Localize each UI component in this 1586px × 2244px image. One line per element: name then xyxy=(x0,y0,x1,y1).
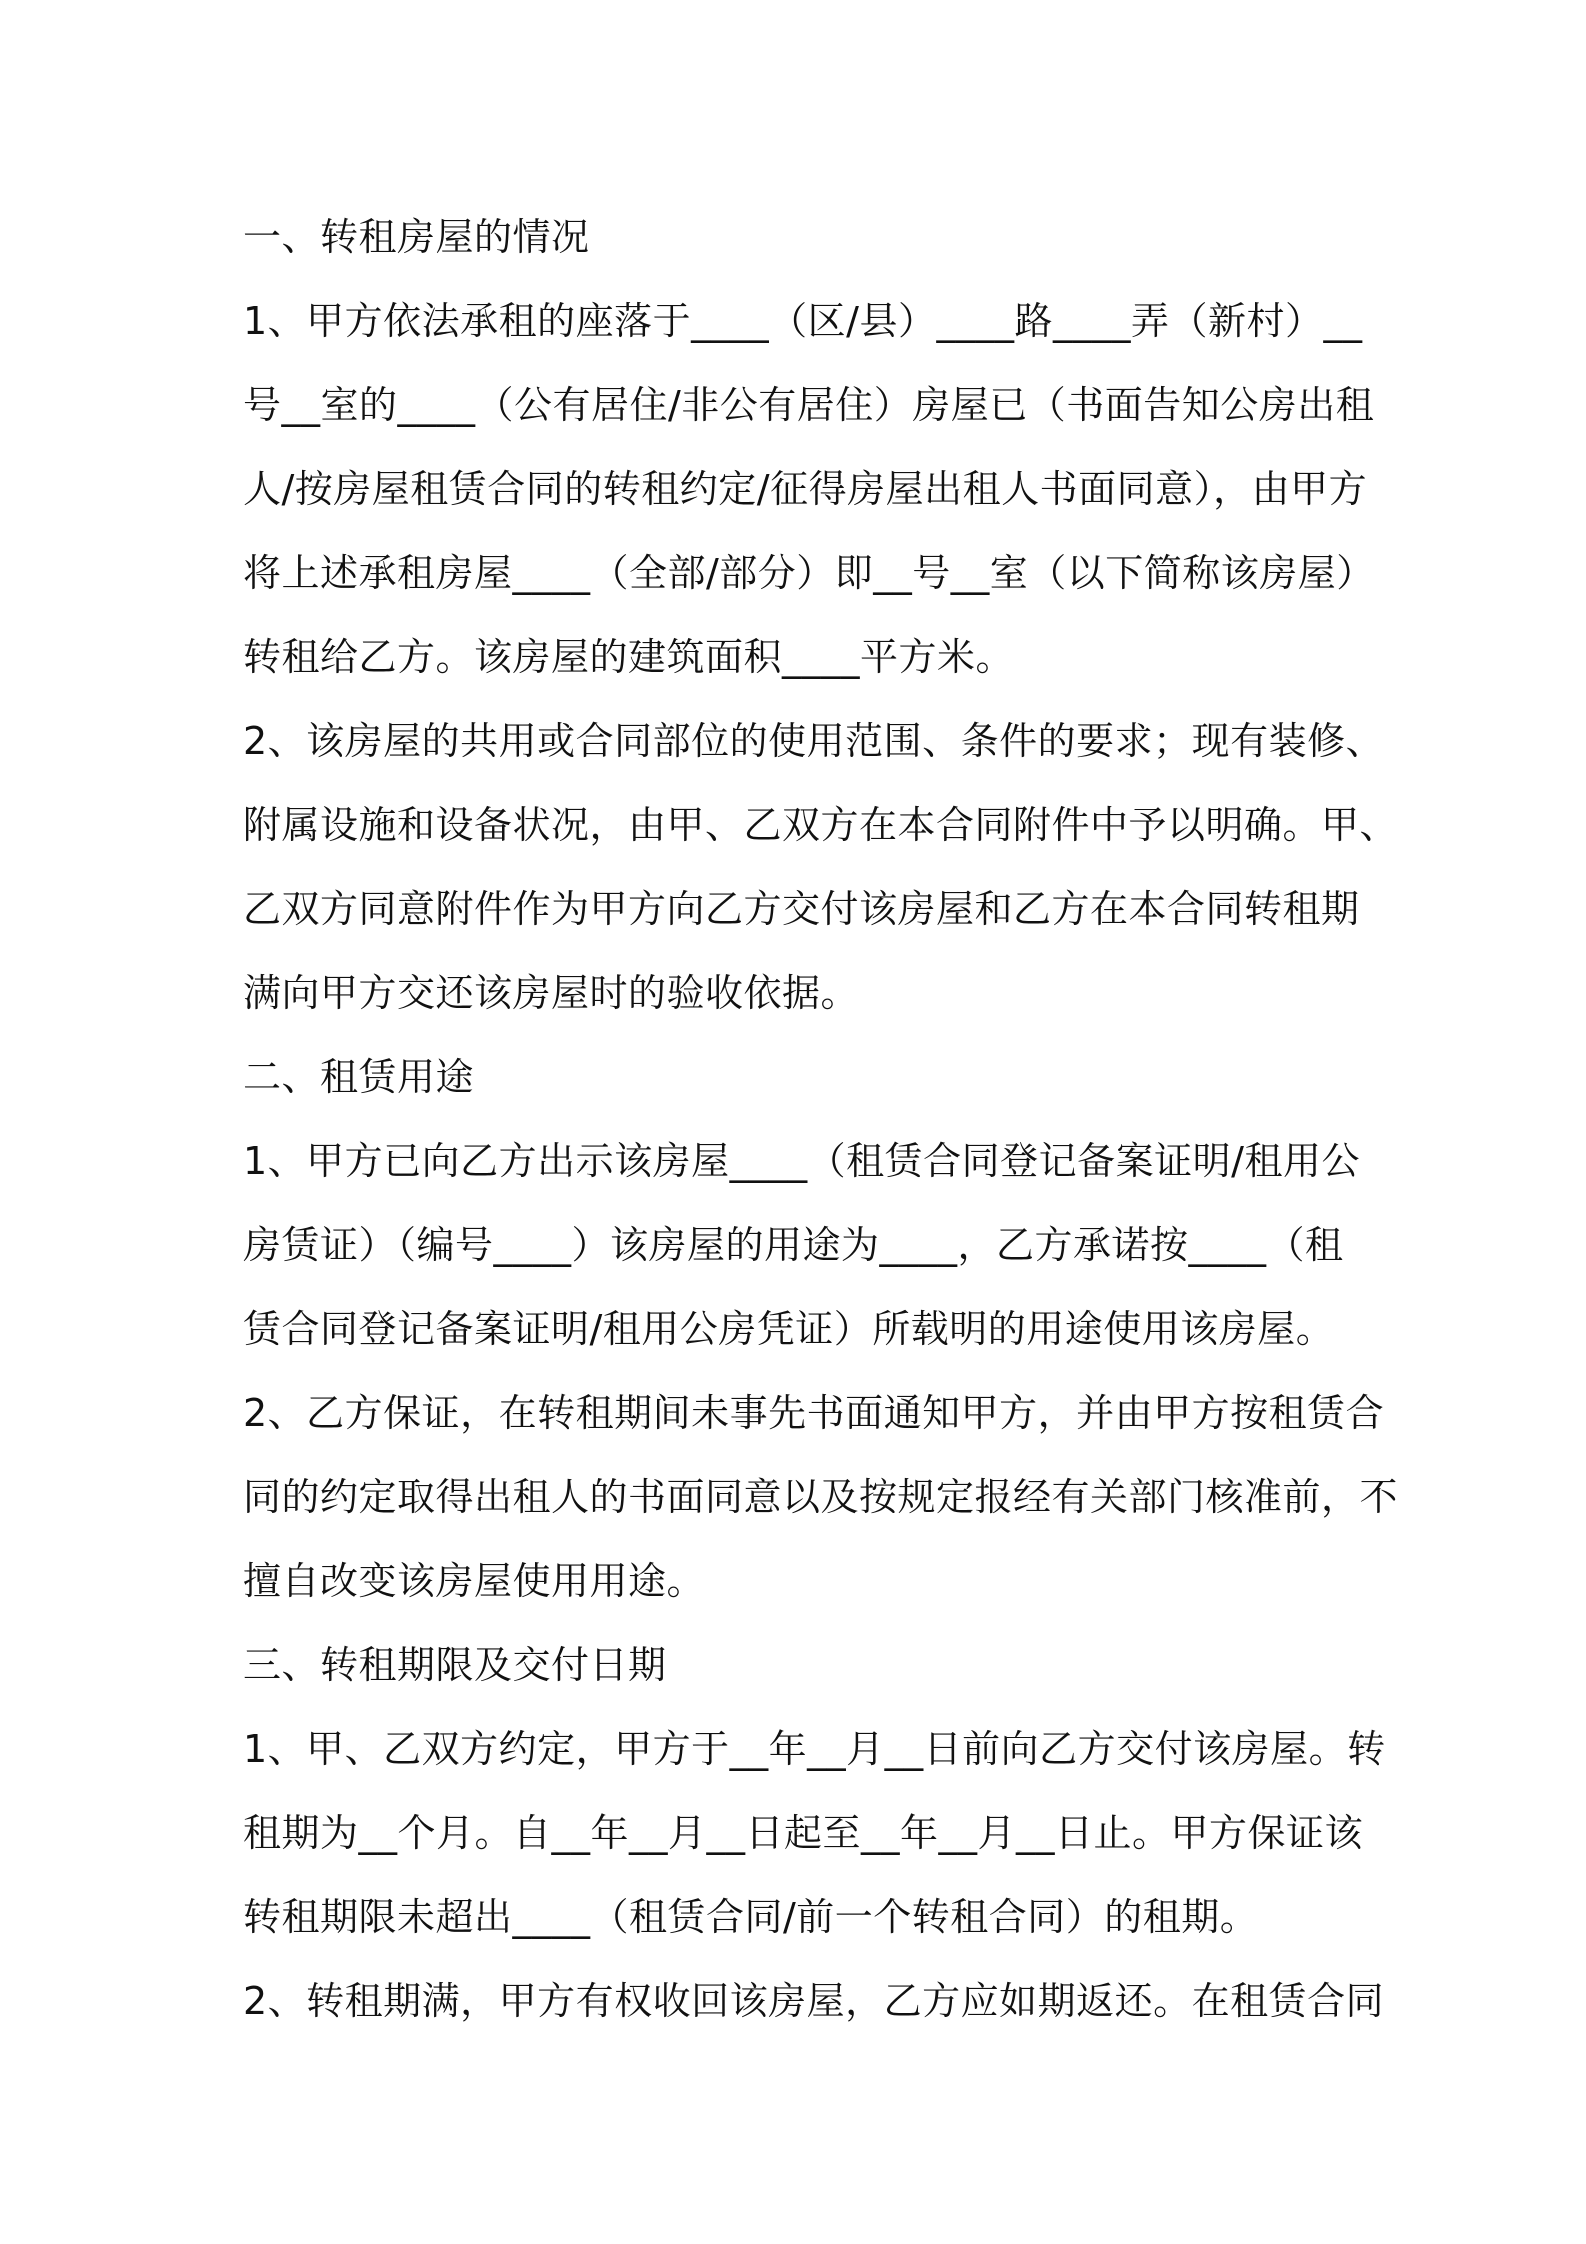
text-line: 同的约定取得出租人的书面同意以及按规定报经有关部门核准前，不 xyxy=(243,1475,1399,1519)
text-line: 1、甲方已向乙方出示该房屋____（租赁合同登记备案证明/租用公 xyxy=(243,1139,1360,1183)
text-line: 擅自改变该房屋使用用途。 xyxy=(243,1559,706,1603)
text-line: 转租期限未超出____（租赁合同/前一个转租合同）的租期。 xyxy=(243,1895,1259,1939)
text-line: 1、甲、乙双方约定，甲方于__年__月__日前向乙方交付该房屋。转 xyxy=(243,1727,1386,1771)
text-line: 将上述承租房屋____（全部/部分）即__号__室（以下简称该房屋） xyxy=(243,551,1375,595)
text-line: 乙双方同意附件作为甲方向乙方交付该房屋和乙方在本合同转租期 xyxy=(243,887,1360,931)
text-line: 租期为__个月。自__年__月__日起至__年__月__日止。甲方保证该 xyxy=(243,1811,1364,1855)
text-line: 人/按房屋租赁合同的转租约定/征得房屋出租人书面同意），由甲方 xyxy=(243,467,1368,511)
text-line: 2、乙方保证，在转租期间未事先书面通知甲方，并由甲方按租赁合 xyxy=(243,1391,1385,1435)
text-line: 号__室的____（公有居住/非公有居住）房屋已（书面告知公房出租 xyxy=(243,383,1375,427)
section-heading-1: 一、转租房屋的情况 xyxy=(243,215,590,259)
text-line: 1、甲方依法承租的座落于____（区/县）____路____弄（新村）__ xyxy=(243,299,1363,343)
section-heading-2: 二、租赁用途 xyxy=(243,1055,475,1099)
text-line: 房赁证）（编号____）该房屋的用途为____，乙方承诺按____（租 xyxy=(243,1223,1344,1267)
document-body xyxy=(243,195,1399,2043)
text-line: 2、该房屋的共用或合同部位的使用范围、条件的要求；现有装修、 xyxy=(243,719,1385,763)
section-heading-3: 三、转租期限及交付日期 xyxy=(243,1643,667,1687)
text-line: 附属设施和设备状况，由甲、乙双方在本合同附件中予以明确。甲、 xyxy=(243,803,1399,847)
text-line: 赁合同登记备案证明/租用公房凭证）所载明的用途使用该房屋。 xyxy=(243,1307,1335,1351)
text-line: 转租给乙方。该房屋的建筑面积____平方米。 xyxy=(243,635,1015,679)
text-line: 2、转租期满，甲方有权收回该房屋，乙方应如期返还。在租赁合同 xyxy=(243,1979,1385,2023)
text-line: 满向甲方交还该房屋时的验收依据。 xyxy=(243,971,860,1015)
